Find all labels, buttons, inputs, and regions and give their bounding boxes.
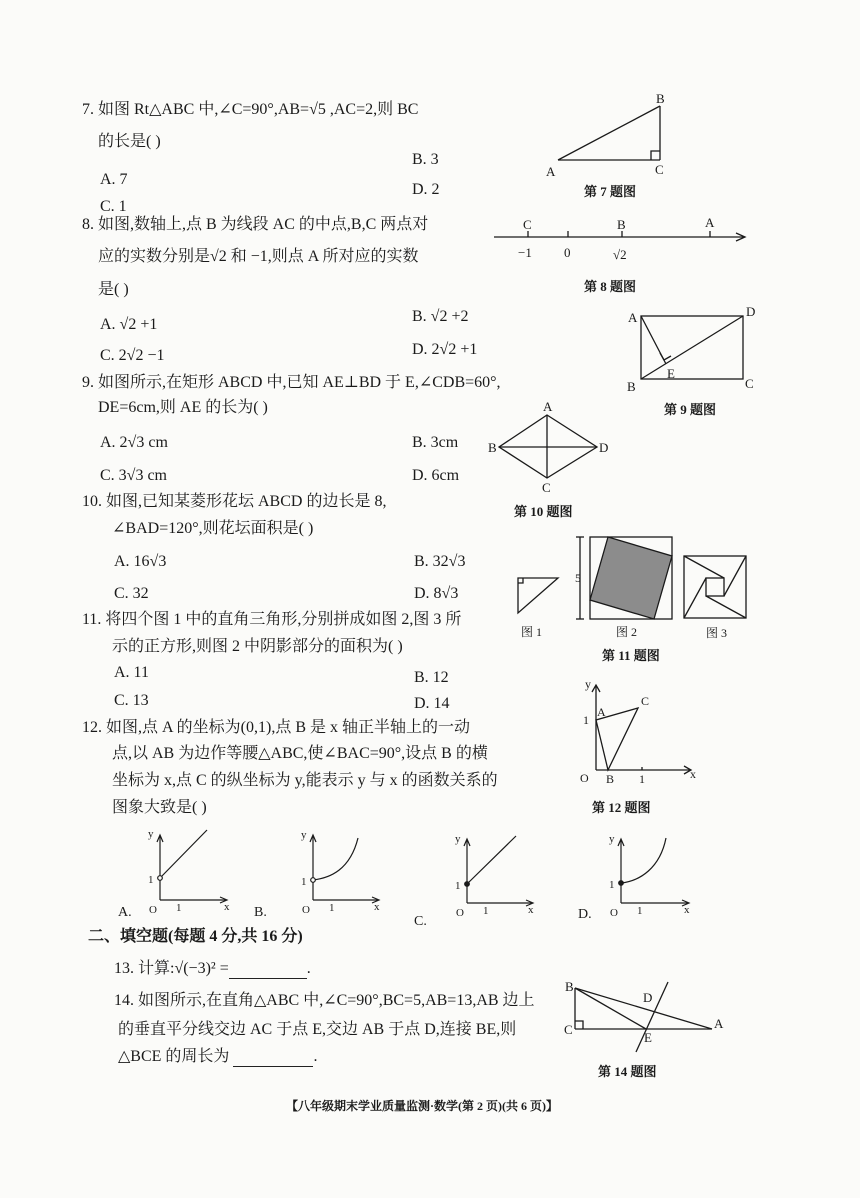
q12-option-d: D. xyxy=(578,907,592,922)
svg-text:O: O xyxy=(610,907,618,919)
q11-fig2-square xyxy=(576,537,672,619)
q8-stem-line1: 8. 如图,数轴上,点 B 为线段 AC 的中点,B,C 两点对 xyxy=(82,216,429,233)
q8-tick-minus1: −1 xyxy=(518,245,532,260)
q9-option-b: B. 3cm xyxy=(412,434,459,451)
q11-stem-line2: 示的正方形,则图 2 中阴影部分的面积为( ) xyxy=(112,638,403,655)
q8-option-c: C. 2√2 −1 xyxy=(100,347,165,364)
q9-stem-line2: DE=6cm,则 AE 的长为( ) xyxy=(98,399,268,416)
section2-heading: 二、填空题(每题 4 分,共 16 分) xyxy=(88,928,303,945)
q10-option-a: A. 16√3 xyxy=(114,553,167,570)
q12-label-one-y: 1 xyxy=(583,713,589,727)
q11-option-a: A. 11 xyxy=(114,664,149,681)
q12-graph-c xyxy=(464,836,533,906)
q11-fig2-label: 图 2 xyxy=(616,625,638,639)
q11-stem-line1: 11. 将四个图 1 中的直角三角形,分别拼成如图 2,图 3 所 xyxy=(82,611,462,628)
q7-label-b: B xyxy=(656,91,665,106)
q8-tick-sqrt2: √2 xyxy=(613,247,627,262)
q10-option-b: B. 32√3 xyxy=(414,553,466,570)
q12-graph-a xyxy=(157,830,227,903)
q7-option-b: B. 3 xyxy=(412,151,439,168)
q14-stem-line2: 的垂直平分线交边 AC 于点 E,交边 AB 于点 D,连接 BE,则 xyxy=(118,1021,517,1038)
q9-option-a: A. 2√3 cm xyxy=(100,434,168,451)
q12-caption: 第 12 题图 xyxy=(592,800,651,815)
svg-text:y: y xyxy=(609,833,615,845)
q14-stem-line1: 14. 如图所示,在直角△ABC 中,∠C=90°,BC=5,AB=13,AB 边上 xyxy=(114,992,535,1009)
q8-caption: 第 8 题图 xyxy=(584,279,637,294)
q8-label-a: A xyxy=(705,215,715,230)
svg-text:1: 1 xyxy=(148,874,154,886)
q11-caption: 第 11 题图 xyxy=(602,648,660,663)
svg-text:y: y xyxy=(455,833,461,845)
q11-option-d: D. 14 xyxy=(414,695,450,712)
svg-text:1: 1 xyxy=(483,905,489,917)
q12-label-a: A xyxy=(597,705,606,719)
svg-text:1: 1 xyxy=(176,902,182,914)
q14-label-e: E xyxy=(644,1030,652,1045)
svg-text:1: 1 xyxy=(609,879,615,891)
svg-text:y: y xyxy=(301,829,307,841)
q12-stem-line3: 坐标为 x,点 C 的纵坐标为 y,能表示 y 与 x 的函数关系的 xyxy=(112,772,498,789)
q14-label-c: C xyxy=(564,1022,573,1037)
q8-option-b: B. √2 +2 xyxy=(412,308,469,325)
q7-caption: 第 7 题图 xyxy=(584,184,637,199)
q9-stem-line1: 9. 如图所示,在矩形 ABCD 中,已知 AE⊥BD 于 E,∠CDB=60°, xyxy=(82,374,501,391)
q14-label-a: A xyxy=(714,1016,724,1031)
q12-label-x: x xyxy=(690,767,696,781)
q12-label-y: y xyxy=(585,677,591,691)
q9-label-b: B xyxy=(627,379,636,394)
q7-label-c: C xyxy=(655,162,664,177)
q12-stem-line1: 12. 如图,点 A 的坐标为(0,1),点 B 是 x 轴正半轴上的一动 xyxy=(82,719,471,736)
q12-option-a: A. xyxy=(118,905,132,920)
q8-stem-line3: 是( ) xyxy=(98,281,129,298)
q11-side-label: 5 xyxy=(575,571,581,585)
q9-option-d: D. 6cm xyxy=(412,467,460,484)
q14-stem-line3: △BCE 的周长为 . xyxy=(118,1048,318,1065)
q12-graph-d xyxy=(618,838,689,906)
svg-text:1: 1 xyxy=(637,905,643,917)
q7-option-c: C. 1 xyxy=(100,198,127,215)
q12-label-c: C xyxy=(641,694,650,708)
q12-label-b: B xyxy=(606,772,615,786)
q8-label-b: B xyxy=(617,217,626,232)
q10-option-c: C. 32 xyxy=(114,585,149,602)
page-footer: 【八年级期末学业质量监测·数学(第 2 页)(共 6 页)】 xyxy=(286,1099,558,1113)
svg-text:1: 1 xyxy=(301,876,307,888)
q10-stem-line2: ∠BAD=120°,则花坛面积是( ) xyxy=(112,520,314,537)
svg-text:x: x xyxy=(224,901,230,913)
svg-text:1: 1 xyxy=(329,902,335,914)
q12-option-c: C. xyxy=(414,914,427,929)
q8-tick-zero: 0 xyxy=(564,245,571,260)
q7-stem-line2: 的长是( ) xyxy=(98,133,161,150)
q12-graph-b xyxy=(310,835,379,903)
q10-caption: 第 10 题图 xyxy=(514,504,573,519)
svg-text:O: O xyxy=(149,904,157,916)
q9-caption: 第 9 题图 xyxy=(664,402,717,417)
q7-option-d: D. 2 xyxy=(412,181,440,198)
q13-stem: 13. 计算:√(−3)² = . xyxy=(114,960,311,977)
q12-label-one-x: 1 xyxy=(639,772,645,786)
q8-label-c: C xyxy=(523,217,532,232)
q8-option-d: D. 2√2 +1 xyxy=(412,341,478,358)
q8-stem-line2: 应的实数分别是√2 和 −1,则点 A 所对应的实数 xyxy=(98,248,419,265)
q12-stem-line4: 图象大致是( ) xyxy=(112,799,207,816)
q10-label-d: D xyxy=(599,440,609,455)
svg-text:O: O xyxy=(456,907,464,919)
svg-text:x: x xyxy=(528,904,534,916)
q10-option-d: D. 8√3 xyxy=(414,585,459,602)
q7-label-a: A xyxy=(546,164,556,179)
q9-option-c: C. 3√3 cm xyxy=(100,467,167,484)
q7-stem-line1: 7. 如图 Rt△ABC 中,∠C=90°,AB=√5 ,AC=2,则 BC xyxy=(82,101,419,118)
q14-caption: 第 14 题图 xyxy=(598,1064,657,1079)
q14-label-d: D xyxy=(643,990,653,1005)
q11-fig1-label: 图 1 xyxy=(521,625,543,639)
svg-text:1: 1 xyxy=(455,880,461,892)
q10-label-c: C xyxy=(542,480,551,495)
q9-label-e: E xyxy=(667,366,675,381)
q9-label-d: D xyxy=(746,304,756,319)
q8-option-a: A. √2 +1 xyxy=(100,316,158,333)
q9-label-c: C xyxy=(745,376,754,391)
q12-option-b: B. xyxy=(254,905,267,920)
q11-fig3-square xyxy=(684,556,746,618)
q11-option-c: C. 13 xyxy=(114,692,149,709)
svg-text:y: y xyxy=(148,828,154,840)
q14-label-b: B xyxy=(565,979,574,994)
q11-fig1-triangle xyxy=(518,578,558,613)
q10-stem-line1: 10. 如图,已知某菱形花坛 ABCD 的边长是 8, xyxy=(82,493,387,510)
q7-option-a: A. 7 xyxy=(100,171,128,188)
q12-stem-line2: 点,以 AB 为边作等腰△ABC,使∠BAC=90°,设点 B 的横 xyxy=(112,745,488,762)
q9-label-a: A xyxy=(628,310,638,325)
q11-fig3-label: 图 3 xyxy=(706,626,728,640)
svg-text:x: x xyxy=(374,901,380,913)
svg-text:x: x xyxy=(684,904,690,916)
q11-option-b: B. 12 xyxy=(414,669,449,686)
q10-label-b: B xyxy=(488,440,497,455)
q12-label-o: O xyxy=(580,771,589,785)
q10-label-a: A xyxy=(543,399,553,414)
svg-text:O: O xyxy=(302,904,310,916)
q7-triangle xyxy=(558,106,660,160)
